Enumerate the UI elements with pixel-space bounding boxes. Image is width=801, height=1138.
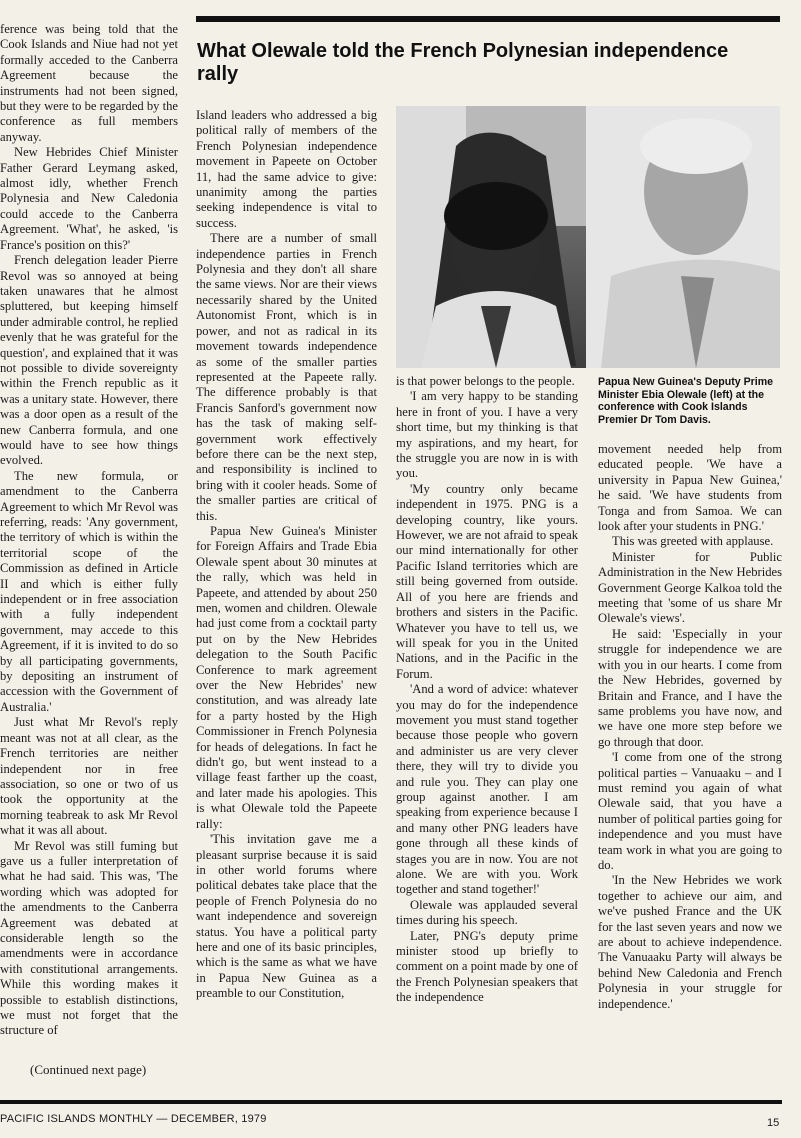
- paragraph: ference was being told that the Cook Islands and Niue had not yet formally acceded to the Canberra Agreement because the instruments had not been signed, but they were to be regarded by the conference as full members anyway.: [0, 22, 178, 144]
- column-3: [396, 374, 578, 1006]
- page-number: 15: [767, 1117, 780, 1129]
- paragraph: New Hebrides Chief Minister Father Gerard Leymang asked, almost idly, whether French Polynesia and New Caledonia could accede to the Canberra Agreement. 'What', he asked, 'is France's position on this?': [0, 145, 178, 252]
- paragraph: movement needed help from educated people. 'We have a university in Papua New Guinea,' he said. 'We have students from Tonga and from Samoa. We can look after your students in PNG.': [598, 442, 782, 534]
- page-footer: PACIFIC ISLANDS MONTHLY — DECEMBER, 1979: [0, 1113, 267, 1125]
- top-rule: [196, 16, 780, 22]
- bottom-rule: [0, 1100, 782, 1104]
- paragraph: 'This invitation gave me a pleasant surprise because it is said in other world forums where political debates take place that the people of French Polynesia do no want independence and sovereign status. You have a political party here and one of its basic principles, which is the same as what we have in Papua New Guinea as a preamble to our Constitution,: [196, 832, 377, 1001]
- paragraph: 'And a word of advice: whatever you may do for the independence movement you must stand together because those people who govern and administer us are very clever there, they will try to divide you and rule you. They can play one group against another. I am speaking from experience because I and many other PNG leaders have gone through all these kinds of stages you are in now. You are not alone. We are with you. Work together and stand together!': [396, 682, 578, 897]
- paragraph: He said: 'Especially in your struggle for independence we are with you in our hearts. I come from the New Hebrides, governed by Britain and France, and I have the same problems you have now, and we have one more step before we go through that door.: [598, 626, 782, 749]
- photo-image: [396, 106, 780, 368]
- paragraph: is that power belongs to the people.: [396, 374, 575, 388]
- paragraph: There are a number of small independence parties in French Polynesia and they don't all share the same views. Nor are their views necessarily shared by the United Autonomist Front, which is in power, and not as radical in its movement towards independence as some of the smaller parties represented at the Papeete rally. The difference probably is that Francis Sanford's government now has the task of making self-government work effectively before there can be the next step, and responsibility is inclined to bring with it cooler heads. Some of the smaller parties are critical of this.: [196, 231, 377, 523]
- paragraph: Olewale was applauded several times during his speech.: [396, 897, 578, 928]
- article-photo: [396, 106, 780, 368]
- paragraph: This was greeted with applause.: [612, 534, 774, 549]
- paragraph: The new formula, or amendment to the Canberra Agreement to which Mr Revol was referring, reads: 'Any government, the territory of which is within the territorial scope of the Commission as defined in Article II and which is either fully independent or in free association with a fully independent government, may accede to this Agreement, if it is invited to do so by all participating governments, by depositing an instrument of accession with the Government of Australia.': [0, 468, 178, 714]
- paragraph: Island leaders who addressed a big political rally of members of the French Polynesian independence movement in Papeete on October 11, had the same advice to give: unanimity among the parties seeking independence is vital to success.: [196, 108, 377, 230]
- paragraph: Later, PNG's deputy prime minister stood up briefly to comment on a point made by one of the French Polynesian speakers that the independence: [396, 928, 578, 1005]
- paragraph: 'I am very happy to be standing here in front of you. I have a very short time, but my thinking is that my aspirations, and my heart, for the struggle you are now in is with you.: [396, 389, 578, 481]
- paragraph: Mr Revol was still fuming but gave us a fuller interpretation of what he had said. This was, 'The wording which was adopted for the amendments to the Canberra Agreement was debated at considerable length so the amendments were in accordance with constitutional arrangements. While this wording makes it possible to establish distinctions, we must not forget that the structure of: [0, 838, 178, 1038]
- paragraph: French delegation leader Pierre Revol was so annoyed at being taken unawares that he almost spluttered, but keeping himself under admirable control, he replied evenly that he was grateful for the question', and explained that it was not possible to divide sovereignty within the French republic as it was a unitary state. However, there was a door open as a result of the new Canberra formula, and one would have to see how things evolved.: [0, 253, 178, 468]
- paragraph: Just what Mr Revol's reply meant was not at all clear, as the French territories are neither independent nor in free association, so one or two of us took the opportunity at the morning teabreak to ask Mr Revol what it was all about.: [0, 715, 178, 838]
- paragraph: Minister for Public Administration in the New Hebrides Government George Kalkoa told the meeting that 'some of us share Mr Olewale's views'.: [598, 549, 782, 626]
- paragraph: 'My country only became independent in 1975. PNG is a developing country, like yours. However, we are not afraid to speak our mind internationally for other Pacific Island territories which are still being governed from outside. All of you here are friends and brothers and sisters in the Pacific. Whatever you have to tell us, we will speak for you in the United Nations, and in the Pacific in the Forum.: [396, 481, 578, 681]
- column-4: [598, 442, 782, 1012]
- column-2: [196, 108, 377, 1002]
- photo-caption: Papua New Guinea's Deputy Prime Minister Ebia Olewale (left) at the conference with Cook Islands Premier Dr Tom Davis.: [598, 376, 774, 426]
- paragraph: 'I come from one of the strong political parties – Vanuaaku – and I must remind you again of what Olewale said, that you have a number of political parties going for independence and you must have team work in what you are going to do.: [598, 750, 782, 872]
- paragraph: Papua New Guinea's Minister for Foreign Affairs and Trade Ebia Olewale spent about 30 minutes at the rally, which was held in Papeete, and attended by about 250 men, women and children. Olewale had just come from a cocktail party put on by the New Hebrides delegation to the South Pacific Conference to mark agreement over the New Hebrides' new constitution, and was already late for a party hosted by the High Commissioner in French Polynesia for heads of delegations. In fact he didn't go, but went instead to a village feast farther up the coast, and later made his apologies. This is what Olewale told the Papeete rally:: [196, 523, 377, 831]
- paragraph: 'In the New Hebrides we work together to achieve our aim, and we've pushed France and the UK for the last seven years and now we are about to achieve independence. The Vanuaaku Party will always be behind New Caledonia and French Polynesia in your struggle for independence.': [598, 873, 782, 1011]
- column-1: [0, 22, 178, 1039]
- continued-note: (Continued next page): [30, 1062, 147, 1077]
- article-headline: What Olewale told the French Polynesian independence rally: [197, 40, 729, 85]
